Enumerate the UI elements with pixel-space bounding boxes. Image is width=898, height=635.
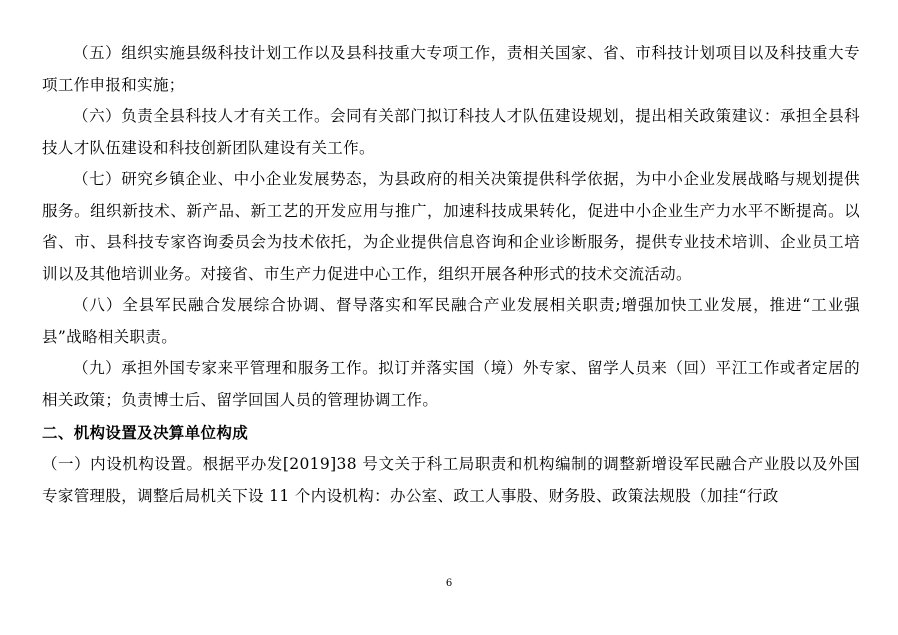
- paragraph-item-9: （九）承担外国专家来平管理和服务工作。拟订并落实国（境）外专家、留学人员来（回）平江工作或者定居的相关政策；负责博士后、留学回国人员的管理协调工作。: [42, 359, 860, 409]
- paragraph-item-7: （七）研究乡镇企业、中小企业发展势态，为县政府的相关决策提供科学依据，为中小企业发展战略与规划提供服务。组织新技术、新产品、新工艺的开发应用与推广，加速科技成果转化，促进中小企业生产力水平不断提高。以省、市、县科技专家咨询委员会为技术依托，为企业提供信息咨询和企业诊断服务，提供专业技术培训、企业员工培训以及其他培训业务。对接省、市生产力促进中心工作，组织开展各种形式的技术交流活动。: [42, 170, 860, 283]
- document-body: [42, 38, 860, 512]
- paragraph-item-8: （八）全县军民融合发展综合协调、督导落实和军民融合产业发展相关职责;增强加快工业发展，推进“工业强县”战略相关职责。: [42, 296, 860, 346]
- section-heading: 二、机构设置及决算单位构成: [42, 424, 249, 442]
- paragraph-item-5: （五）组织实施县级科技计划工作以及县科技重大专项工作，责相关国家、省、市科技计划项目以及科技重大专项工作申报和实施；: [42, 44, 860, 94]
- section-paragraph: （一）内设机构设置。根据平办发[2019]38 号文关于科工局职责和机构编制的调整新增设军民融合产业股以及外国专家管理股，调整后局机关下设 11 个内设机构：办公室、政工人事股、财务股、政策法规股（加挂“行政: [42, 455, 860, 505]
- page-number: 6: [445, 578, 453, 589]
- paragraph-item-6: （六）负责全县科技人才有关工作。会同有关部门拟订科技人才队伍建设规划，提出相关政策建议：承担全县科技人才队伍建设和科技创新团队建设有关工作。: [42, 107, 860, 157]
